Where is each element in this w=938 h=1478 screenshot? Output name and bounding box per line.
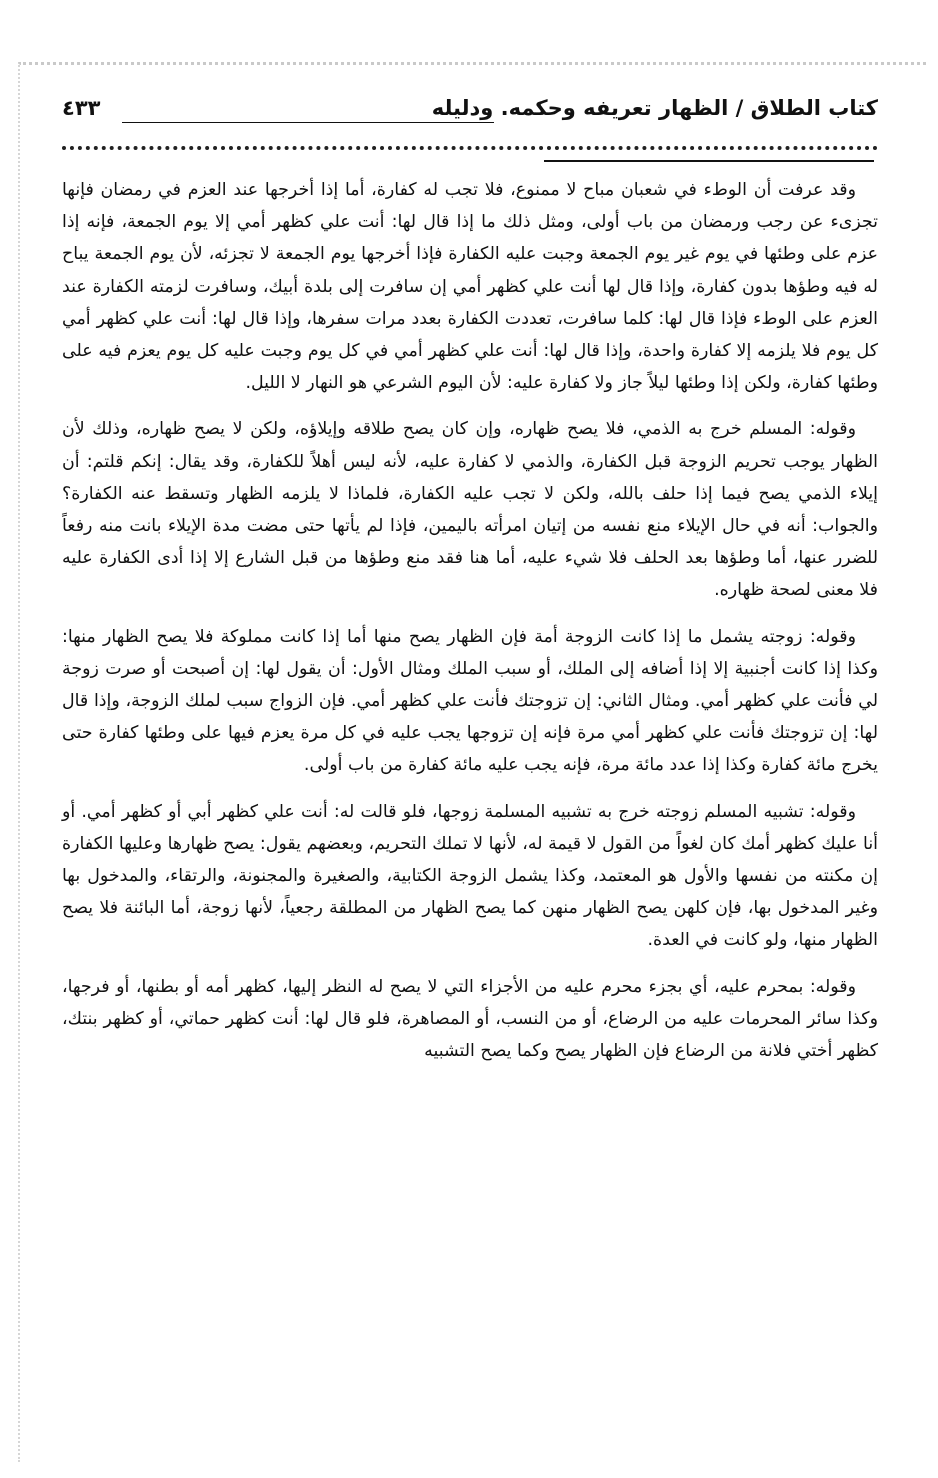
body-text xyxy=(62,174,878,1067)
paragraph: وقوله: بمحرم عليه، أي بجزء محرم عليه من الأجزاء التي لا يصح له النظر إليها، كظهر أمه أو بطنها، أو فرجها، وكذا سائر المحرمات عليه من الرضاع، أو من النسب، أو المصاهرة، فلو قال لها: أنت كظهر حماتي، أو كظهر بنتك، كظهر أختي فلانة من الرضاع فإن الظهار يصح وكما يصح التشبيه xyxy=(62,976,878,1062)
paragraph: وقوله: زوجته يشمل ما إذا كانت الزوجة أمة فإن الظهار يصح منها أما إذا كانت مملوكة فلا يصح الظهار منها: وكذا إذا كانت أجنبية إلا إذا أضافه إلى الملك، أو سبب الملك ومثال الأول: أن يقول لها: إن أصبحت أو صرت زوجة لي فأنت علي كظهر أمي. ومثال الثاني: إن تزوجتك فأنت علي كظهر أمي. فإن الزواج سبب لملك الزوجة، وإذا قال لها: إن تزوجتك فأنت علي كظهر أمي مرة فإنه إن تزوجها يجب عليه في كل مرة يعزم فيها على وطئها كفارة حتى يخرج مائة كفارة وكذا إذا عدد مائة مرة، فإنه يجب عليه مائة كفارة من باب أولى. xyxy=(62,626,878,776)
paragraph: وقوله: المسلم خرج به الذمي، فلا يصح ظهاره، وإن كان يصح طلاقه وإيلاؤه، ولكن لا يصح ظهاره، وذلك لأن الظهار يوجب تحريم الزوجة قبل الكفارة، والذمي لا كفارة عليه، لأنه ليس أهلاً للكفارة، وقد يقال: إنكم قلتم: أن إيلاء الذمي يصح فيما إذا حلف بالله، ولكن لا تجب عليه الكفارة، فلماذا لا يلزمه الظهار وتسقط عنه الكفارة؟ والجواب: أنه في حال الإيلاء منع نفسه من إتيان امرأته باليمين، فإذا لم يأتها حتى مضت مدة الإيلاء بانت منه رفعاً للضرر عنها، أما وطؤها بعد الحلف فلا شيء عليه، أما هنا فقد منع وطؤها من قبل الشارع إلا إذا أدى الكفارة عليه فلا معنى لصحة ظهاره. xyxy=(62,419,878,601)
header-title: كتاب الطلاق / الظهار تعريفه وحكمه. ودليله xyxy=(431,96,878,120)
header-dotted-divider xyxy=(62,136,878,150)
book-page xyxy=(62,96,878,1081)
page-number: ٤٣٣ xyxy=(62,96,101,120)
section-divider xyxy=(544,160,874,162)
header-rule xyxy=(122,122,494,123)
paragraph: وقد عرفت أن الوطء في شعبان مباح لا ممنوع، فلا تجب له كفارة، أما إذا أخرجها عند العزم في رمضان فإنها تجزىء عن رجب ورمضان من باب أولى، ومثل ذلك ما إذا قال لها: أنت علي كظهر أمي إلا يوم الجمعة، فإنه إذا عزم على وطئها في يوم غير يوم الجمعة وجبت عليه الكفارة فإذا أخرجها يوم الجمعة لا تجزئه، لأن يوم الجمعة يباح له فيه وطؤها بدون كفارة، وإذا قال لها أنت علي كظهر أمي إن سافرت إلى بلدة أبيك، وسافرت لزمته الكفارة عند العزم على الوطء فإذا قال لها: كلما سافرت، تعددت الكفارة بعدد مرات سفرها، وإذا قال لها: أنت علي كظهر أمي كل يوم فلا يلزمه إلا كفارة واحدة، وإذا قال لها: أنت علي كظهر أمي في كل يوم وجبت عليه كل يوم يعزم فيه على وطئها كفارة، ولكن إذا وطئها ليلاً جاز ولا كفارة عليه: لأن اليوم الشرعي هو النهار لا الليل. xyxy=(62,180,878,394)
paragraph: وقوله: تشبيه المسلم زوجته خرج به تشبيه المسلمة زوجها، فلو قالت له: أنت علي كظهر أبي أو كظهر أمي. أو أنا عليك كظهر أمك كان لغواً من القول لا قيمة له، لأنها لا تملك التحريم، وبعضهم يقول: يصح ظهارها وعليها الكفارة إن مكنته من نفسها والأول هو المعتمد، وكذا يشمل الزوجة الكتابية، والصغيرة والمجنونة، والرتقاء، والمدخول بها وغير المدخول بها، فإن كلهن يصح الظهار منهن كما يصح الظهار من المطلقة رجعياً، لأنها زوجة، أما البائنة فلا يصح الظهار منها، ولو كانت في العدة. xyxy=(62,801,878,951)
running-header xyxy=(62,96,878,136)
